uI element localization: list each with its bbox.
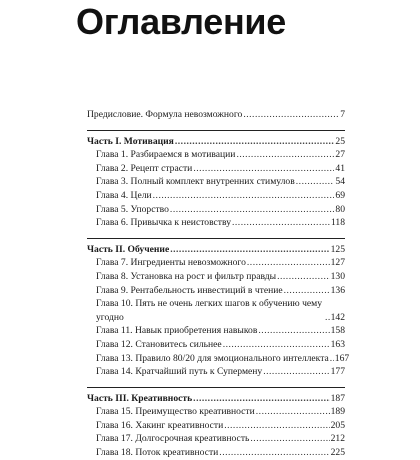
- toc-entry-title: Часть III. Креативность: [87, 392, 193, 404]
- part-divider: [87, 387, 345, 388]
- toc-entry-title: Глава 1. Разбираемся в мотивации: [96, 149, 236, 161]
- toc-entry-chapter[interactable]: [87, 203, 345, 217]
- toc-entry-page: 118: [330, 217, 345, 229]
- toc-entry-title: Глава 17. Долгосрочная креативность: [96, 433, 250, 445]
- toc-entry-preface[interactable]: [87, 108, 345, 122]
- toc-entry-chapter[interactable]: [87, 162, 345, 176]
- toc-entry-page: 54: [335, 176, 345, 188]
- dot-leader: [153, 189, 335, 203]
- toc-entry-page: 142: [330, 311, 345, 323]
- toc-entry-page: 7: [340, 109, 345, 120]
- toc-entry-page: 41: [335, 162, 345, 174]
- dot-leader: [170, 243, 329, 257]
- toc-entry-chapter[interactable]: [87, 405, 345, 419]
- dot-leader: [224, 419, 329, 433]
- toc-entry-chapter[interactable]: [87, 284, 345, 298]
- toc-entry-page: 69: [335, 189, 345, 201]
- toc-entry-title: Глава 9. Рентабельность инвестиций в чтение: [96, 284, 283, 296]
- toc-entry-chapter[interactable]: [87, 148, 345, 162]
- toc-entry-chapter[interactable]: [87, 432, 345, 446]
- dot-leader: [277, 270, 330, 284]
- toc-entry-title: Глава 10. Пять не очень легких шагов к обучению чему угодно: [96, 298, 323, 323]
- table-of-contents: [87, 108, 350, 460]
- toc-entry-title: Глава 11. Навык приобретения навыков: [96, 325, 258, 337]
- toc-entry-chapter[interactable]: [87, 256, 345, 270]
- toc-entry-page: 125: [330, 243, 345, 255]
- toc-part-heading[interactable]: [87, 392, 345, 406]
- toc-entry-page: 27: [335, 149, 345, 161]
- toc-entry-page: 158: [330, 325, 345, 337]
- toc-entry-title: Глава 2. Рецепт страсти: [96, 162, 193, 174]
- toc-entry-chapter[interactable]: [87, 352, 350, 366]
- dot-leader: [284, 284, 330, 298]
- toc-entry-title: Предисловие. Формула невозможного: [87, 109, 243, 120]
- toc-entry-title: Глава 12. Становитесь сильнее: [96, 338, 222, 350]
- toc-entry-title: Глава 7. Ингредиенты невозможного: [96, 257, 246, 269]
- dot-leader: [256, 405, 330, 419]
- toc-entry-chapter[interactable]: [87, 338, 345, 352]
- dot-leader: [330, 352, 334, 366]
- toc-entry-title: Глава 6. Привычка к неистовству: [96, 217, 231, 229]
- dot-leader: [232, 216, 330, 230]
- dot-leader: [296, 175, 335, 189]
- toc-entry-title: Глава 3. Полный комплект внутренних стимулов: [96, 176, 295, 188]
- toc-entry-title: Глава 16. Хакинг креативности: [96, 419, 224, 431]
- toc-entry-title: Глава 4. Цели: [96, 189, 152, 201]
- toc-parts: [87, 130, 350, 460]
- dot-leader: [250, 432, 329, 446]
- toc-entry-chapter[interactable]: [87, 446, 345, 460]
- toc-entry-chapter[interactable]: [87, 419, 345, 433]
- toc-entry-chapter[interactable]: [87, 324, 345, 338]
- toc-entry-chapter[interactable]: [87, 297, 345, 324]
- toc-entry-title: Часть I. Мотивация: [87, 135, 174, 147]
- toc-entry-chapter[interactable]: [87, 216, 345, 230]
- toc-entry-title: Часть II. Обучение: [87, 243, 170, 255]
- toc-entry-page: 212: [330, 433, 345, 445]
- toc-entry-page: 163: [330, 338, 345, 350]
- toc-entry-page: 189: [330, 406, 345, 418]
- toc-entry-chapter[interactable]: [87, 270, 345, 284]
- toc-entry-chapter[interactable]: [87, 175, 345, 189]
- toc-entry-title: Глава 8. Установка на рост и фильтр правды: [96, 270, 277, 282]
- toc-entry-title: Глава 18. Поток креативности: [96, 447, 219, 459]
- toc-part-heading[interactable]: [87, 135, 345, 149]
- dot-leader: [193, 162, 334, 176]
- dot-leader: [175, 135, 335, 149]
- toc-entry-title: Глава 5. Упорство: [96, 203, 169, 215]
- page-title: Оглавление: [76, 1, 286, 42]
- dot-leader: [236, 148, 334, 162]
- part-divider: [87, 238, 345, 239]
- toc-entry-chapter[interactable]: [87, 189, 345, 203]
- dot-leader: [193, 392, 329, 406]
- toc-entry-page: 136: [330, 284, 345, 296]
- toc-entry-page: 80: [335, 203, 345, 215]
- dot-leader: [219, 446, 329, 460]
- dot-leader: [263, 365, 329, 379]
- dot-leader: [243, 108, 339, 122]
- toc-entry-title: Глава 13. Правило 80/20 для эмоционального интеллекта: [96, 352, 329, 364]
- toc-entry-title: Глава 15. Преимущество креативности: [96, 406, 255, 418]
- toc-part-heading[interactable]: [87, 243, 345, 257]
- dot-leader: [247, 256, 330, 270]
- part-divider: [87, 130, 345, 131]
- toc-entry-page: 167: [334, 352, 350, 364]
- toc-entry-page: 25: [335, 135, 345, 147]
- dot-leader: [258, 324, 329, 338]
- toc-entry-chapter[interactable]: [87, 365, 345, 379]
- toc-entry-title: Глава 14. Кратчайший путь к Супермену: [96, 366, 263, 378]
- dot-leader: [325, 311, 330, 325]
- toc-entry-page: 127: [330, 257, 345, 269]
- toc-entry-page: 225: [330, 447, 345, 459]
- toc-entry-page: 187: [330, 392, 345, 404]
- toc-entry-page: 205: [330, 419, 345, 431]
- dot-leader: [223, 338, 330, 352]
- dot-leader: [170, 203, 334, 217]
- toc-entry-page: 177: [330, 366, 345, 378]
- toc-entry-page: 130: [330, 270, 345, 282]
